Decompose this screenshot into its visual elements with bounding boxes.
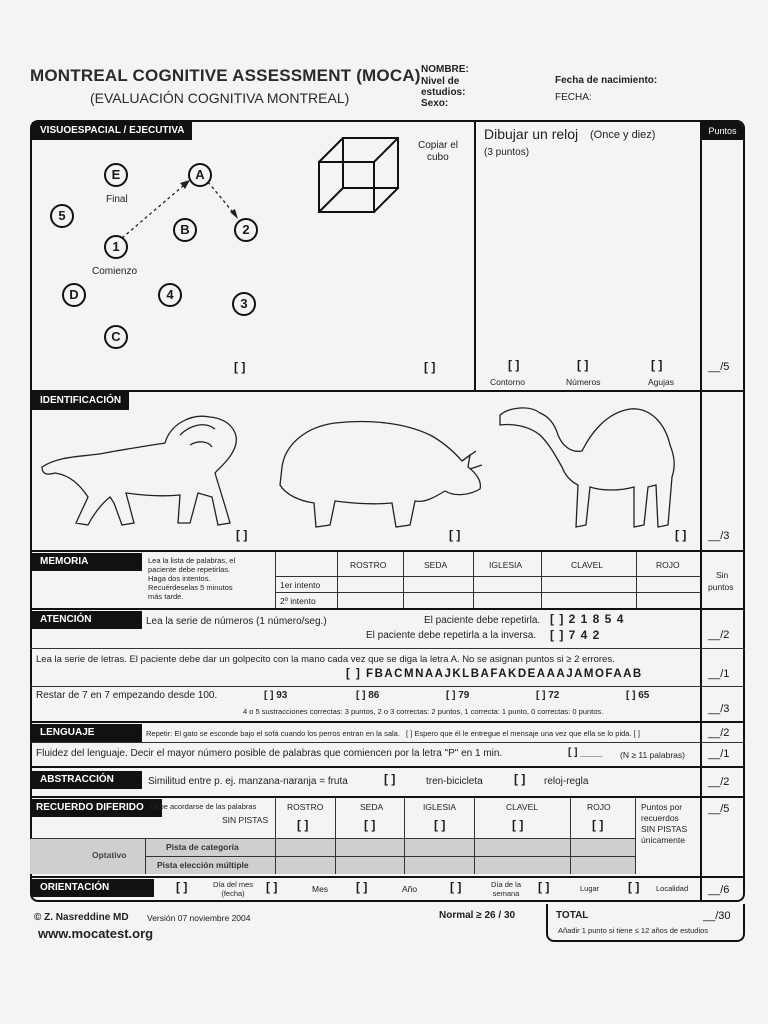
orient-check-ano[interactable]: [ ]	[356, 880, 368, 894]
rec-grid	[404, 798, 405, 874]
tren-checkbox[interactable]: [ ]	[384, 772, 396, 786]
divider-memoria	[30, 550, 745, 552]
pista-eleccion: Pista elección múltiple	[157, 860, 249, 870]
divider-atencion	[30, 608, 745, 610]
divider-recuerdo	[30, 796, 745, 798]
trail-node-1: 1	[104, 235, 128, 259]
normal-threshold: Normal ≥ 26 / 30	[439, 910, 516, 921]
visuo-score[interactable]: __/5	[708, 361, 730, 373]
nombre-label: NOMBRE:	[421, 64, 469, 75]
trail-node-3: 3	[232, 292, 256, 316]
agujas-label: Agujas	[648, 377, 674, 387]
orient-ano: Año	[402, 884, 418, 894]
orient-localidad: Localidad	[656, 884, 689, 893]
rec-word-rostro: ROSTRO	[287, 802, 324, 812]
birthdate-label: Fecha de nacimiento:	[555, 75, 658, 86]
rec-grid	[474, 798, 475, 874]
fluidez-instr: Fluidez del lenguaje. Decir el mayor número posible de palabras que comiencen por la letra "P" en 1 min.	[36, 748, 503, 759]
rec-grid	[145, 838, 146, 874]
sub-72[interactable]: [ ] 72	[536, 690, 560, 701]
atencion-score-1[interactable]: __/2	[708, 629, 730, 641]
trail-node-a: A	[188, 163, 212, 187]
reloj-checkbox[interactable]: [ ]	[514, 772, 526, 786]
contorno-checkbox[interactable]: [ ]	[508, 358, 520, 372]
divider-lenguaje	[30, 721, 745, 723]
subs-note: 4 o 5 sustracciones correctas: 3 puntos, 2 o 3 correctas: 2 puntos, 1 correcta: 1 punto, 0 correctas: 0 puntos.	[243, 707, 604, 716]
tren-label: tren-bicicleta	[426, 776, 483, 787]
lion-checkbox[interactable]: [ ]	[236, 528, 248, 542]
mem-grid-v	[403, 552, 404, 608]
rec-grid	[570, 798, 571, 874]
abstraccion-section-label: ABSTRACCIÓN	[32, 771, 142, 789]
camel-icon	[500, 408, 674, 527]
orient-check-mes[interactable]: [ ]	[266, 880, 278, 894]
recuerdo-score[interactable]: __/5	[708, 803, 730, 815]
puntos-header: Puntos	[702, 122, 743, 140]
trail-node-d: D	[62, 283, 86, 307]
recuerdo-instr-1: Debe acordarse de las palabras	[150, 802, 257, 811]
total-note: Añadir 1 punto si tiene ≤ 12 años de estudios	[558, 926, 709, 935]
trail-node-5: 5	[50, 204, 74, 228]
rec-check-clavel[interactable]: [ ]	[512, 818, 524, 832]
sub-79[interactable]: [ ] 79	[446, 690, 470, 701]
nivel-label: Nivel de	[421, 76, 460, 87]
final-label: Final	[106, 194, 128, 205]
animal-drawings	[30, 405, 700, 545]
mem-grid-v	[541, 552, 542, 608]
divider-ident	[30, 390, 745, 392]
atencion-instr: Lea la serie de números (1 número/seg.)	[146, 616, 327, 627]
lion-icon	[42, 416, 236, 525]
trail-node-e: E	[104, 163, 128, 187]
sub-65[interactable]: [ ] 65	[626, 690, 650, 701]
clock-hint: (Once y diez)	[590, 129, 656, 141]
orient-check-lugar[interactable]: [ ]	[538, 880, 550, 894]
rec-word-clavel: CLAVEL	[506, 802, 538, 812]
atencion-score-2[interactable]: __/1	[708, 668, 730, 680]
comienzo-label: Comienzo	[92, 266, 138, 277]
divider-letters	[30, 648, 745, 649]
intento-2-label: 2º intento	[280, 596, 316, 606]
mem-grid-v	[473, 552, 474, 608]
numeros-label: Números	[566, 377, 601, 387]
sub-93[interactable]: [ ] 93	[264, 690, 288, 701]
orient-dia-semana: Día de la semana	[490, 880, 522, 898]
orient-check-dia-semana[interactable]: [ ]	[450, 880, 462, 894]
trail-node-b: B	[173, 218, 197, 242]
repeat-label: El paciente debe repetirla.	[424, 615, 541, 626]
divider-restar	[30, 686, 745, 687]
divider-fluidez	[30, 742, 745, 743]
total-label: TOTAL	[556, 910, 589, 921]
puntos-label: puntos	[708, 582, 734, 592]
clock-title: Dibujar un reloj	[484, 126, 579, 142]
score-column-divider	[700, 120, 702, 902]
version: Versión 07 noviembre 2004	[147, 913, 251, 923]
trail-node-2: 2	[234, 218, 258, 242]
lenguaje-section-label: LENGUAJE	[32, 724, 142, 742]
sin-label: Sin	[716, 570, 729, 580]
rec-check-seda[interactable]: [ ]	[364, 818, 376, 832]
date-label: FECHA:	[555, 92, 592, 103]
cube-label-2: cubo	[427, 152, 449, 163]
repetir-sentence-2: [ ] Espero que él le entregue el mensaje una vez que ella se lo pida. [ ]	[406, 729, 640, 738]
mem-grid-v	[337, 552, 338, 608]
trail-drawing	[30, 120, 480, 390]
trail-node-c: C	[104, 325, 128, 349]
lenguaje-score-2[interactable]: __/1	[708, 748, 730, 760]
fluidez-checkbox[interactable]: [ ] ____	[568, 747, 603, 758]
restar-instr: Restar de 7 en 7 empezando desde 100.	[36, 690, 218, 701]
rec-check-rojo[interactable]: [ ]	[592, 818, 604, 832]
rec-points-note: Puntos por recuerdos SIN PISTAS únicamente	[641, 802, 688, 845]
form-subtitle: (EVALUACIÓN COGNITIVA MONTREAL)	[90, 90, 350, 106]
letters-instr: Lea la serie de letras. El paciente debe dar un golpecito con la mano cada vez que se diga la letra A. No se asignan puntos si ≥ 2 errores.	[36, 654, 615, 665]
memoria-section-label: MEMORIA	[32, 553, 142, 571]
cube-checkbox[interactable]: [ ]	[424, 360, 436, 374]
orientacion-score[interactable]: __/6	[708, 884, 730, 896]
fluidez-n: (N ≥ 11 palabras)	[620, 750, 685, 760]
rec-grid-h	[30, 838, 635, 839]
optativo-label: Optativo	[92, 850, 127, 860]
rhino-icon	[280, 422, 482, 528]
visuo-section-label: VISUOESPACIAL / EJECUTIVA	[32, 122, 192, 140]
rec-grid	[635, 798, 636, 874]
rec-grid	[335, 798, 336, 874]
pista-categoria: Pista de categoría	[166, 842, 239, 852]
rec-word-iglesia: IGLESIA	[423, 802, 457, 812]
trail-checkbox[interactable]: [ ]	[234, 360, 246, 374]
cube-label-1: Copiar el	[418, 140, 459, 151]
mem-grid-v	[636, 552, 637, 608]
orientacion-section-label: ORIENTACIÓN	[32, 879, 154, 897]
mem-word-iglesia: IGLESIA	[489, 560, 523, 570]
mem-grid	[275, 552, 276, 608]
atencion-score-3[interactable]: __/3	[708, 703, 730, 715]
form-title: MONTREAL COGNITIVE ASSESSMENT (MOCA)	[30, 66, 421, 85]
intento-1-label: 1er intento	[280, 580, 321, 590]
trail-node-4: 4	[158, 283, 182, 307]
orient-dia-mes: Día del mes (fecha)	[212, 880, 254, 898]
letters-series[interactable]: [ ] FBACMNAAJKLBAFAKDEAAAJAMOFAAB	[346, 668, 643, 680]
digits-backward[interactable]: [ ] 7 4 2	[550, 628, 601, 642]
camel-checkbox[interactable]: [ ]	[675, 528, 687, 542]
digits-forward[interactable]: [ ] 2 1 8 5 4	[550, 612, 625, 626]
orient-mes: Mes	[312, 884, 329, 894]
contorno-label: Contorno	[490, 377, 525, 387]
abstraccion-text: Similitud entre p. ej. manzana-naranja = fruta	[148, 776, 348, 787]
total-score[interactable]: __/30	[703, 910, 731, 922]
orient-check-localidad[interactable]: [ ]	[628, 880, 640, 894]
rhino-checkbox[interactable]: [ ]	[449, 528, 461, 542]
copyright: © Z. Nasreddine MD	[34, 912, 129, 923]
orient-check-dia-mes[interactable]: [ ]	[176, 880, 188, 894]
website-link[interactable]: www.mocatest.org	[38, 926, 154, 941]
recuerdo-section-label: RECUERDO DIFERIDO	[32, 799, 162, 817]
rec-grid	[275, 798, 276, 874]
atencion-section-label: ATENCIÓN	[32, 611, 142, 629]
repetir-sentence-1: Repetir: El gato se esconde bajo el sofá cuando los perros entran en la sala.	[146, 729, 400, 738]
numeros-checkbox[interactable]: [ ]	[577, 358, 589, 372]
agujas-checkbox[interactable]: [ ]	[651, 358, 663, 372]
ident-section-label: IDENTIFICACIÓN	[32, 392, 129, 410]
clock-points: (3 puntos)	[484, 147, 530, 158]
rec-grid-h	[145, 856, 635, 857]
abstraccion-score[interactable]: __/2	[708, 776, 730, 788]
rec-check-iglesia[interactable]: [ ]	[434, 818, 446, 832]
estudios-label: estudios:	[421, 87, 466, 98]
reloj-label: reloj-regla	[544, 776, 589, 787]
rec-word-seda: SEDA	[360, 802, 384, 812]
mem-word-clavel: CLAVEL	[571, 560, 603, 570]
mem-word-rostro: ROSTRO	[350, 560, 387, 570]
ident-score[interactable]: __/3	[708, 530, 730, 542]
repeat-inverse-label: El paciente debe repetirla a la inversa.	[366, 630, 537, 641]
mem-word-rojo: ROJO	[656, 560, 680, 570]
rec-check-rostro[interactable]: [ ]	[297, 818, 309, 832]
rec-word-rojo: ROJO	[587, 802, 611, 812]
mem-word-seda: SEDA	[424, 560, 448, 570]
sub-86[interactable]: [ ] 86	[356, 690, 380, 701]
divider-orientacion	[30, 876, 745, 878]
orient-lugar: Lugar	[580, 884, 600, 893]
lenguaje-score-1[interactable]: __/2	[708, 727, 730, 739]
divider-abstraccion	[30, 766, 745, 768]
recuerdo-instr-2: SIN PISTAS	[222, 815, 269, 825]
memoria-instructions: Lea la lista de palabras, el paciente debe repetirlas. Haga dos intentos. Recuérdeselas 5 minutos más tarde.	[148, 556, 236, 601]
sexo-label: Sexo:	[421, 98, 449, 109]
